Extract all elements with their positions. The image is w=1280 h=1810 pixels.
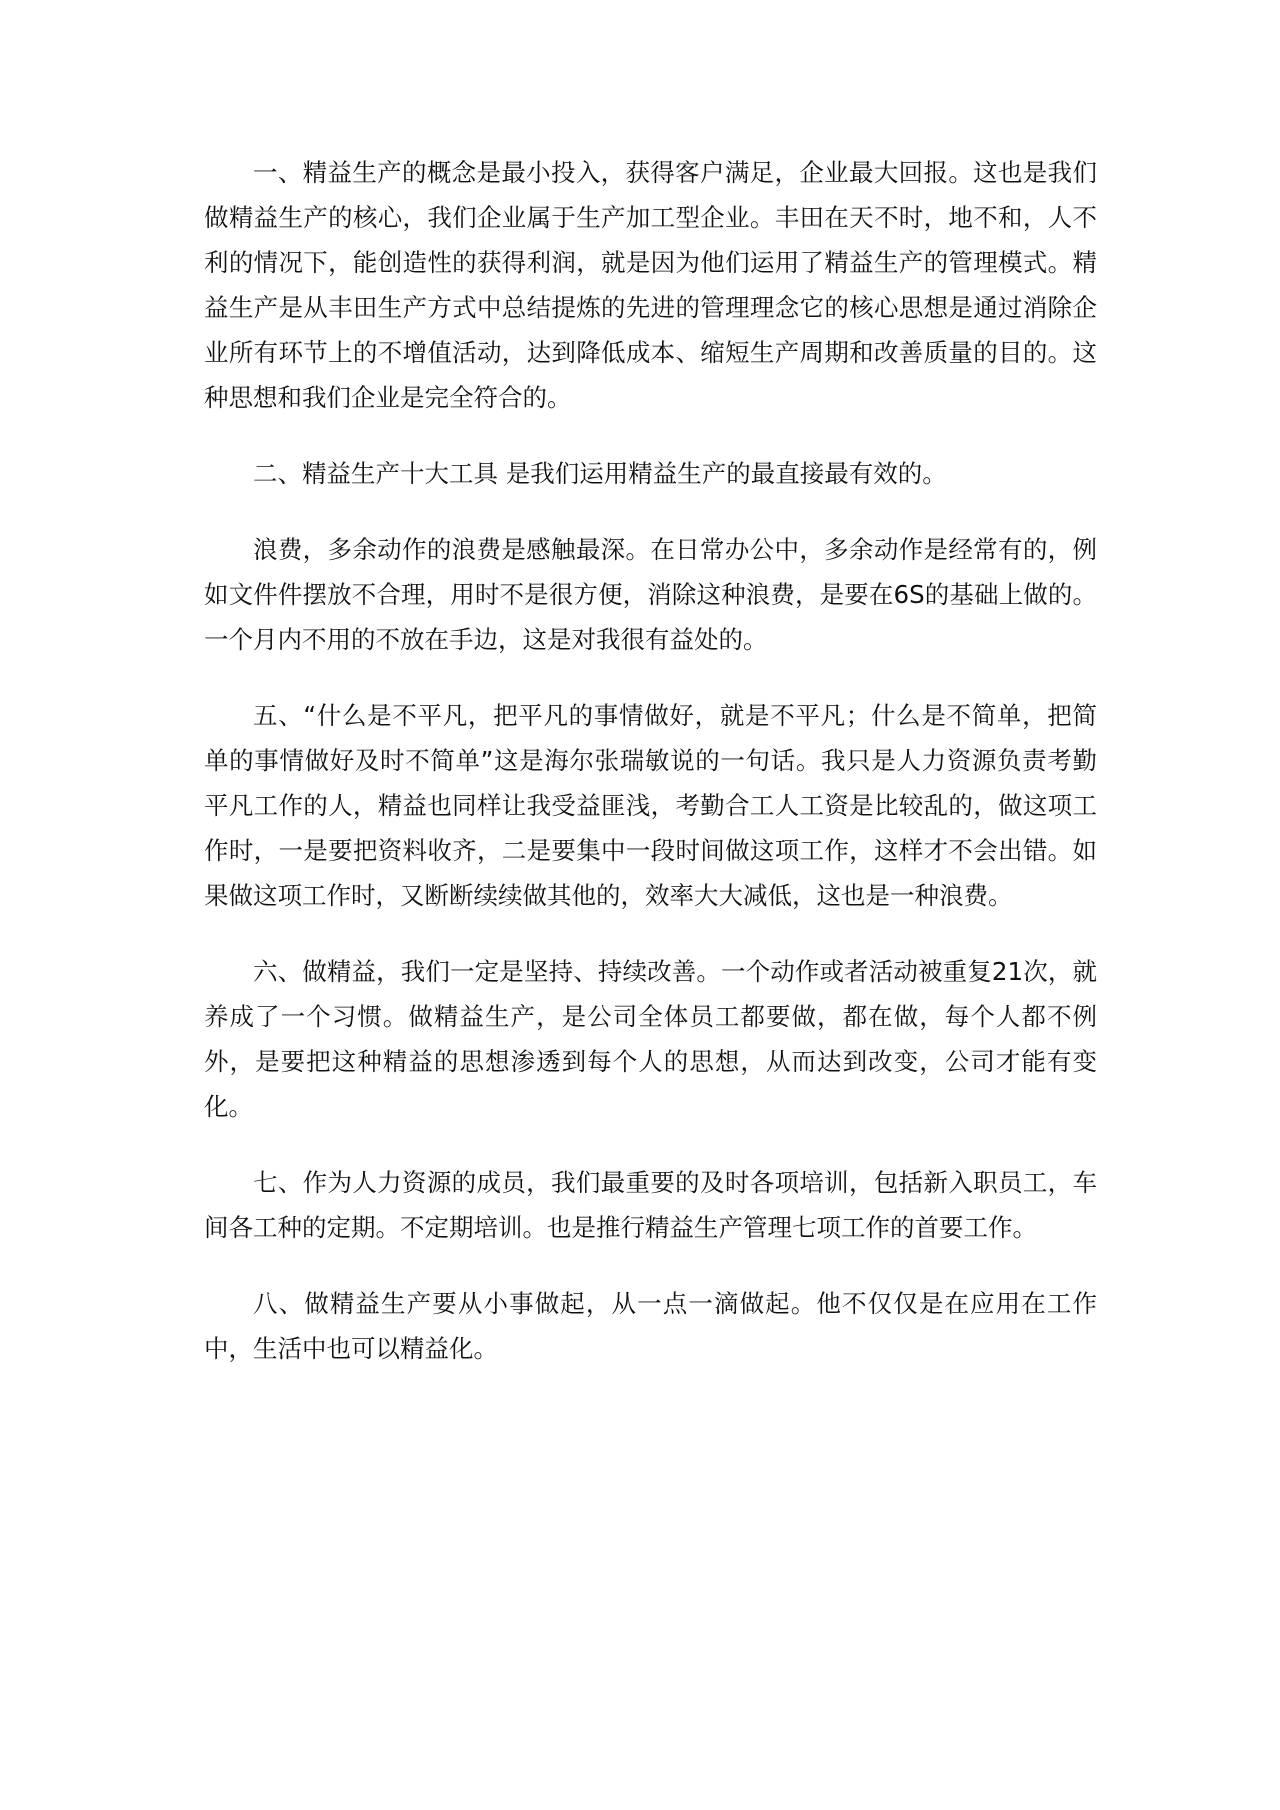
document-body bbox=[204, 150, 1097, 1371]
paragraph-ten-tools: 二、精益生产十大工具 是我们运用精益生产的最直接最有效的。 bbox=[253, 459, 947, 488]
paragraph-small-things: 八、做精益生产要从小事做起，从一点一滴做起。他不仅仅是在应用在工作中，生活中也可以精益化。 bbox=[204, 1289, 1097, 1363]
paragraph-lean-concept: 一、精益生产的概念是最小投入，获得客户满足，企业最大回报。这也是我们做精益生产的核心，我们企业属于生产加工型企业。丰田在天不时，地不和，人不利的情况下，能创造性的获得利润，就是因为他们运用了精益生产的管理模式。精益生产是从丰田生产方式中总结提炼的先进的管理理念它的核心思想是通过消除企业所有环节上的不增值活动，达到降低成本、缩短生产周期和改善质量的目的。这种思想和我们企业是完全符合的。 bbox=[204, 158, 1097, 412]
paragraph-extraordinary: 五、“什么是不平凡，把平凡的事情做好，就是不平凡；什么是不简单，把简单的事情做好及时不简单”这是海尔张瑞敏说的一句话。我只是人力资源负责考勤平凡工作的人，精益也同样让我受益匪浅，考勤合工人工资是比较乱的，做这项工作时，一是要把资料收齐，二是要集中一段时间做这项工作，这样才不会出错。如果做这项工作时，又断断续续做其他的，效率大大减低，这也是一种浪费。 bbox=[204, 701, 1097, 910]
paragraph-waste: 浪费，多余动作的浪费是感触最深。在日常办公中，多余动作是经常有的，例如文件件摆放不合理，用时不是很方便，消除这种浪费，是要在6S的基础上做的。一个月内不用的不放在手边，这是对我很有益处的。 bbox=[204, 535, 1097, 654]
paragraph-continuous-improvement: 六、做精益，我们一定是坚持、持续改善。一个动作或者活动被重复21次，就养成了一个习惯。做精益生产，是公司全体员工都要做，都在做，每个人都不例外，是要把这种精益的思想渗透到每个人的思想，从而达到改变，公司才能有变化。 bbox=[204, 957, 1097, 1121]
paragraph-training: 七、作为人力资源的成员，我们最重要的及时各项培训，包括新入职员工，车间各工种的定期。不定期培训。也是推行精益生产管理七项工作的首要工作。 bbox=[204, 1168, 1097, 1242]
